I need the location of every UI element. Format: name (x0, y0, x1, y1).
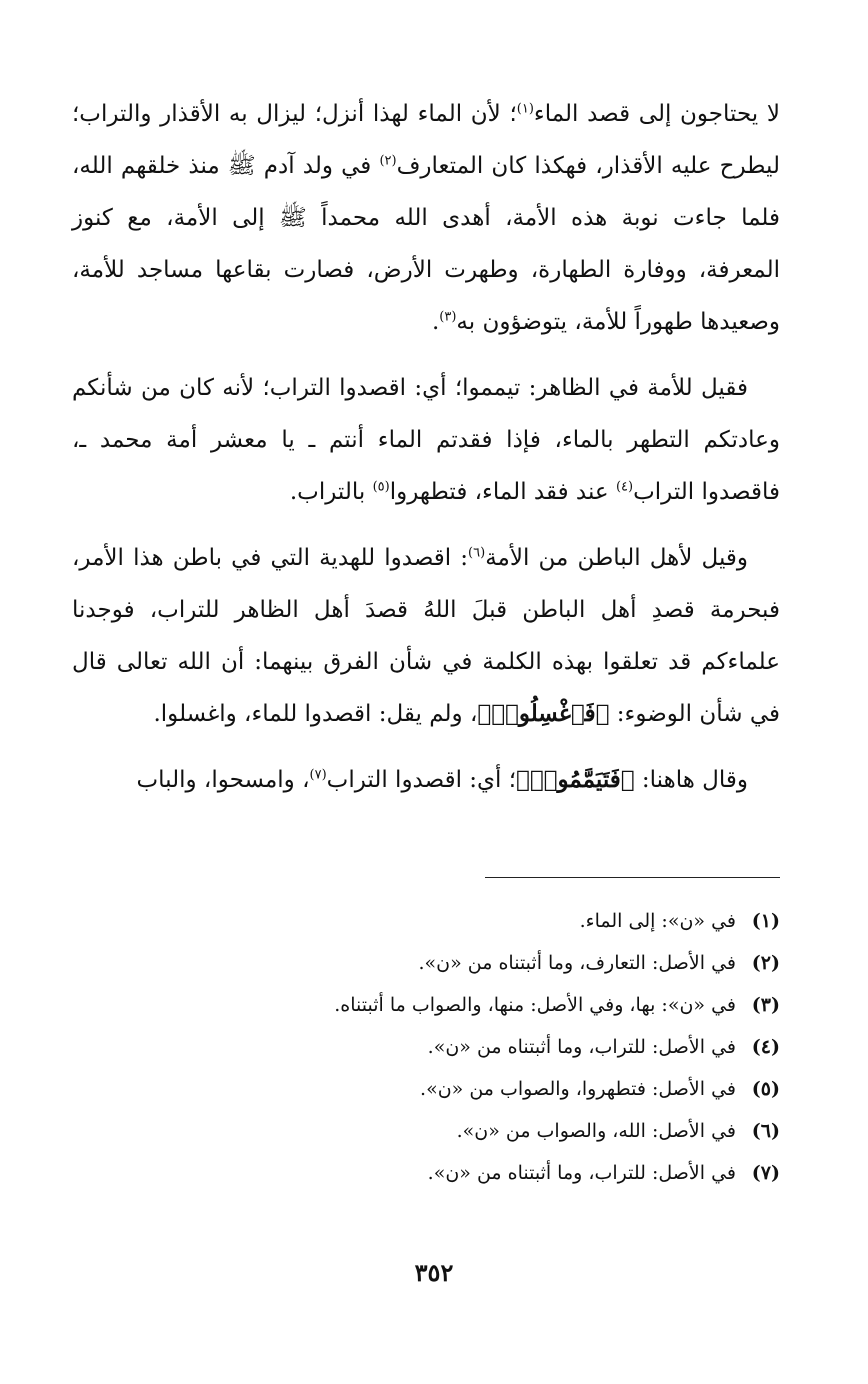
footnote-text: في الأصل: الله، والصواب من «ن». (456, 1120, 736, 1142)
paragraph-3 (72, 532, 780, 740)
footnote-item (72, 1110, 780, 1152)
paragraph-2 (72, 362, 780, 518)
footnote-text: في الأصل: للتراب، وما أثبتناه من «ن». (427, 1162, 736, 1184)
footnote-item (72, 942, 780, 984)
footnote-number: (٥) (751, 1078, 780, 1100)
paragraph-3-text-3: ، ولم يقل: اقصدوا للماء، واغسلوا. (153, 701, 478, 727)
paragraph-1 (72, 88, 780, 348)
paragraph-1-text-1: لا يحتاجون إلى قصد الماء (533, 101, 780, 127)
footnote-item (72, 1026, 780, 1068)
quran-quote-1: ﴿فَٱغْسِلُوا۟﴾ (477, 700, 610, 727)
paragraph-4-text-3: ، وامسحوا، والباب (136, 767, 310, 793)
footnote-item (72, 900, 780, 942)
paragraph-4 (72, 754, 780, 806)
footnote-item (72, 1068, 780, 1110)
paragraph-1-text-4: . (431, 309, 440, 335)
footnote-item (72, 1152, 780, 1194)
footnotes-list (72, 900, 780, 1194)
footnote-text: في الأصل: للتراب، وما أثبتناه من «ن». (427, 1036, 736, 1058)
footnote-ref-6: (٦) (468, 545, 486, 561)
page-content (72, 88, 780, 806)
footnote-text: في «ن»: إلى الماء. (579, 910, 736, 932)
paragraph-3-text-2: : اقصدوا للهدية التي في باطن هذا الأمر، فبحرمة قصدِ أهل الباطن قبلَ اللهُ قصدَ أهل الظاهر للتراب، فوجدنا علماءكم قد تعلقوا بهذه الكلمة في شأن الفرق بينهما: أن الله تعالى قال في شأن الوضوء: (72, 545, 780, 727)
quran-quote-2: ﴿فَتَيَمَّمُوا۟﴾ (516, 766, 635, 793)
paragraph-1-text-3: في ولد آدم ﷺ منذ خلقهم الله، فلما جاءت نوبة هذه الأمة، أهدى الله محمداً ﷺ إلى الأمة، مع كنوز المعرفة، ووفارة الطهارة، وطهرت الأرض، فصارت بقاعها مساجد للأمة، وصعيدها طهوراً للأمة، يتوضؤون به (72, 153, 780, 335)
footnote-number: (١) (751, 910, 780, 932)
paragraph-3-text-1: وقيل لأهل الباطن من الأمة (485, 545, 748, 571)
page-number: ٣٥٢ (414, 1258, 454, 1287)
footnote-ref-4: (٤) (615, 479, 634, 495)
footnote-ref-5: (٥) (372, 479, 390, 495)
footnote-ref-2: (٢) (379, 153, 397, 169)
footnote-ref-7: (٧) (309, 767, 327, 783)
footnote-number: (٧) (751, 1162, 780, 1184)
footnote-text: في الأصل: فتطهروا، والصواب من «ن». (420, 1078, 736, 1100)
paragraph-4-text-1: وقال هاهنا: (634, 767, 748, 793)
footnote-number: (٤) (751, 1036, 780, 1058)
paragraph-4-text-2: ؛ أي: اقصدوا التراب (326, 767, 517, 793)
footnote-text: في الأصل: التعارف، وما أثبتناه من «ن». (418, 952, 736, 974)
paragraph-2-text-1: فقيل للأمة في الظاهر: تيمموا؛ أي: اقصدوا التراب؛ لأنه كان من شأنكم وعادتكم التطهر بالماء، فإذا فقدتم الماء أنتم ـ يا معشر أمة محمد ـ، فاقصدوا التراب (72, 375, 780, 505)
footnote-text: في «ن»: بها، وفي الأصل: منها، والصواب ما أثبتناه. (334, 994, 736, 1016)
footnote-item (72, 984, 780, 1026)
main-text (72, 88, 780, 806)
footnote-number: (٦) (751, 1120, 780, 1142)
footnote-number: (٣) (751, 994, 780, 1016)
paragraph-1-text-2: ؛ لأن الماء لهذا أنزل؛ ليزال به الأقذار والتراب؛ ليطرح عليه الأقذار، فهكذا كان المتعارف (72, 101, 781, 179)
footnote-divider (485, 877, 780, 878)
paragraph-2-text-3: بالتراب. (289, 479, 373, 505)
footnote-number: (٢) (751, 952, 780, 974)
footnote-ref-1: (١) (516, 101, 534, 117)
footnote-ref-3: (٣) (439, 309, 457, 325)
paragraph-2-text-2: عند فقد الماء، فتطهروا (389, 479, 616, 505)
